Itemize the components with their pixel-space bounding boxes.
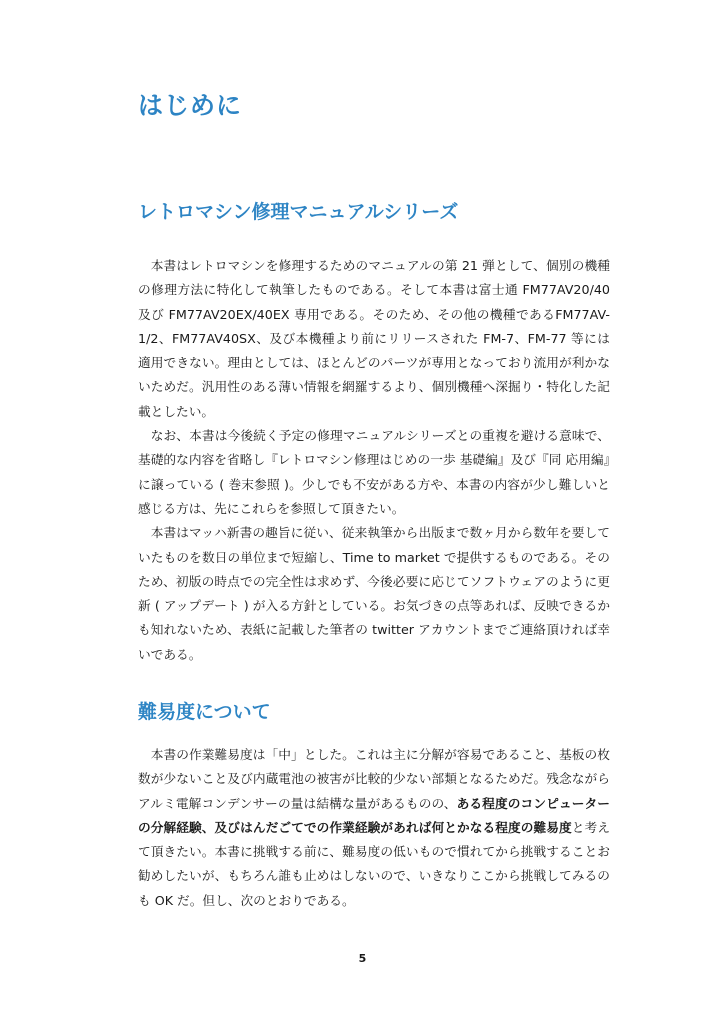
page-number: 5	[358, 952, 367, 965]
paragraph: 本書はマッハ新書の趣旨に従い、従来執筆から出版まで数ヶ月から数年を要していたものを数日の単位まで短縮し、Time to market で提供するものである。そのため、初版の時点での完全性は求めず、今後必要に応じてソフトウェアのように更新 ( アップデート ) が入る方針としている。お気づきの点等あれば、反映できるかも知れないため、表紙に記載した筆者の twitter アカウントまでご連絡頂ければ幸いである。	[138, 525, 610, 662]
paragraph	[138, 743, 610, 913]
text-run: と考えて頂きたい。本書に挑戦する前に、難易度の低いもので慣れてから挑戦することお勧めしたいが、もちろん誰も止めはしないので、いきなりここから挑戦してみるのも OK だ。但し、次のとおりである。	[138, 819, 611, 908]
section-body-difficulty	[138, 743, 610, 913]
section-heading-difficulty: 難易度について	[138, 701, 271, 723]
emphasized-text: ある程度のコンピューターの分解経験、及びはんだごてでの作業経験があれば何とかなる程度の難易度	[138, 795, 610, 835]
section-heading-series: レトロマシン修理マニュアルシリーズ	[138, 201, 459, 223]
section-body-series	[138, 254, 610, 667]
paragraph: なお、本書は今後続く予定の修理マニュアルシリーズとの重複を避ける意味で、基礎的な内容を省略し『レトロマシン修理はじめの一歩 基礎編』及び『同 応用編』に譲っている ( 巻末参照 )。少しでも不安がある方や、本書の内容が少し難しいと感じる方は、先にこれらを参照して頂きたい。	[138, 428, 610, 516]
paragraph: 本書はレトロマシンを修理するためのマニュアルの第 21 弾として、個別の機種の修理方法に特化して執筆したものである。そして本書は富士通 FM77AV20/40 及び FM77AV20EX/40EX 専用である。そのため、その他の機種であるFM77AV-1/2、FM77AV40SX、及び本機種より前にリリースされた FM-7、FM-77 等には適用できない。理由としては、ほとんどのパーツが専用となっており流用が利かないためだ。汎用性のある薄い情報を網羅するより、個別機種へ深掘り・特化した記載としたい。	[138, 258, 610, 419]
page-title: はじめに	[138, 91, 243, 120]
text-run: 本書の作業難易度は「中」とした。これは主に分解が容易であること、基板の枚数が少ないこと及び内蔵電池の被害が比較的少ない部類となるためだ。残念ながらアルミ電解コンデンサーの量は結構な量があるものの、	[138, 747, 610, 811]
